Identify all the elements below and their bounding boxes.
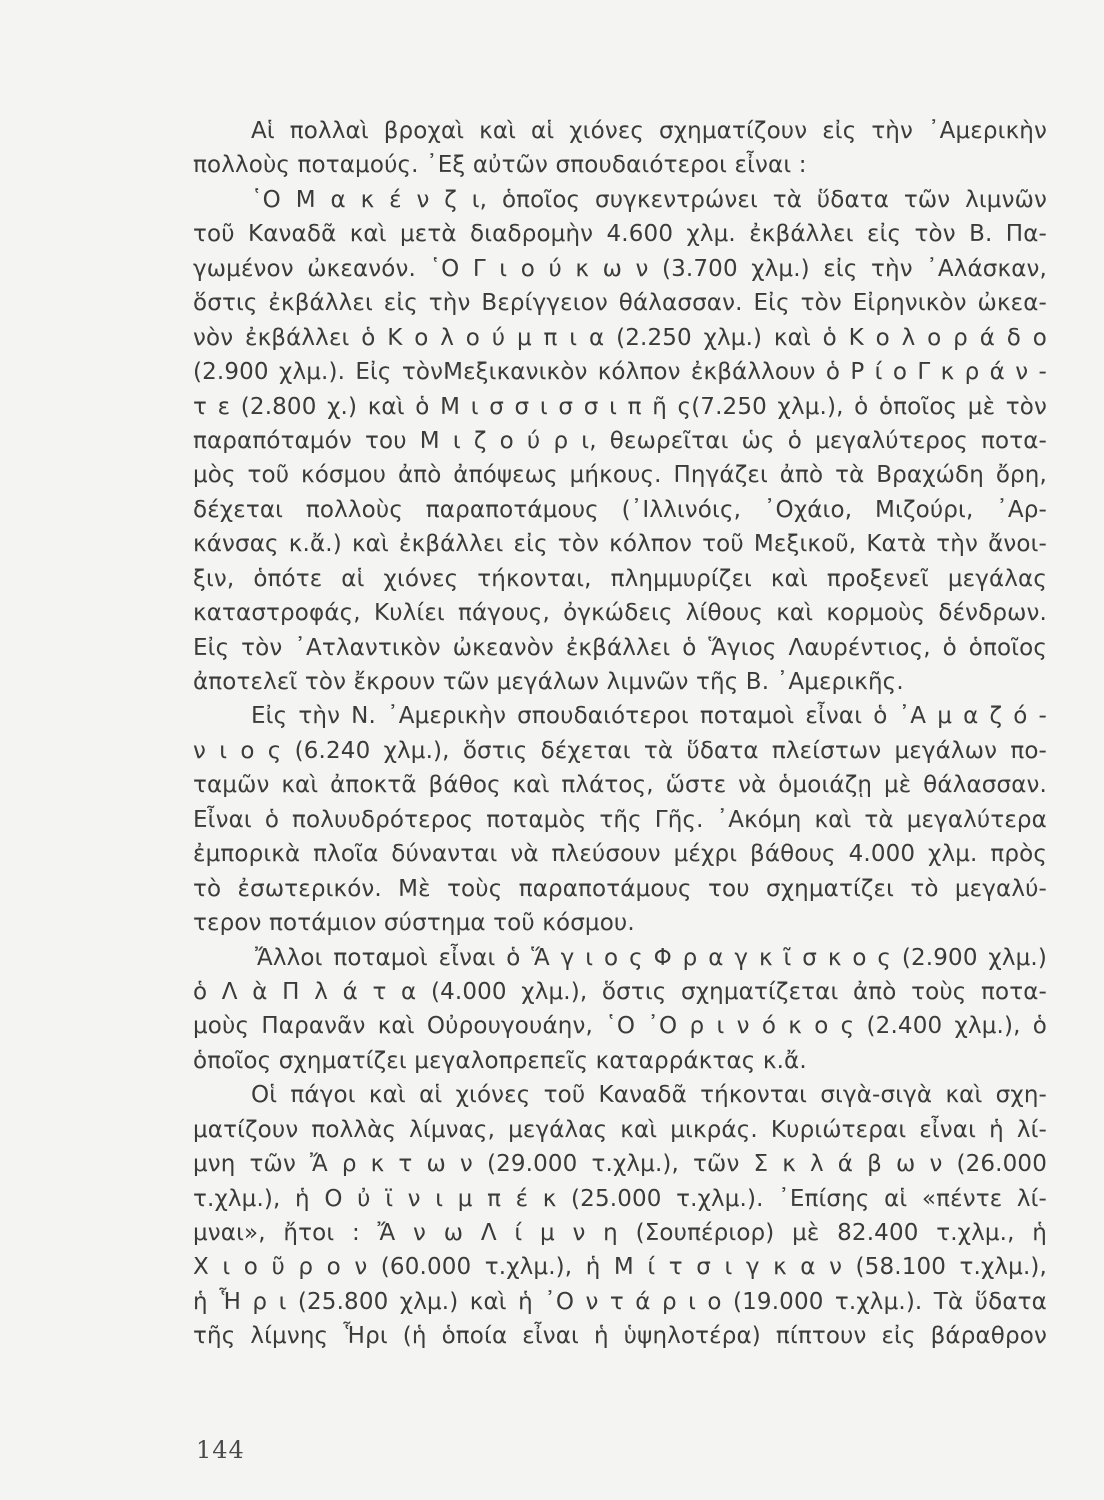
text-line: τῆς λίμνης Ἧρι (ἡ ὁποία εἶναι ἡ ὑψηλοτέρα) πίπτουν εἰς βάραθρον (193, 1323, 1047, 1350)
text-line: Εἰς τὸν ᾿Ατλαντικὸν ὠκεανὸν ἐκβάλλει ὁ Ἅγιος Λαυρέντιος, ὁ ὁποῖος (193, 634, 1047, 661)
text-line: τὸ ἐσωτερικόν. Μὲ τοὺς παραποτάμους του σχηματίζει τὸ μεγαλύ- (193, 875, 1047, 902)
text-line: μνη τῶν Ἄ ρ κ τ ω ν (29.000 τ.χλμ.), τῶν Σ κ λ ά β ω ν (26.000 (193, 1151, 1047, 1178)
text-line: πολλοὺς ποταμούς. ᾿Εξ αὐτῶν σπουδαιότεροι εἶναι : (193, 152, 807, 179)
text-line: τερον ποτάμιον σύστημα τοῦ κόσμου. (193, 910, 635, 937)
text-line: νὸν ἐκβάλλει ὁ Κ ο λ ο ύ μ π ι α (2.250 χλμ.) καὶ ὁ Κ ο λ ο ρ ά δ ο (193, 324, 1047, 351)
text-line: ῾Ο Μ α κ έ ν ζ ι, ὁποῖος συγκεντρώνει τὰ ὕδατα τῶν λιμνῶν (251, 186, 1047, 213)
text-line: ταμῶν καὶ ἀποκτᾶ βάθος καὶ πλάτος, ὥστε νὰ ὁμοιάζῃ μὲ θάλασσαν. (193, 772, 1047, 799)
text-line: Ἄλλοι ποταμοὶ εἶναι ὁ Ἅ γ ι ο ς Φ ρ α γ κ ῖ σ κ ο ς (2.900 χλμ.) (255, 944, 1047, 971)
text-line: (2.900 χλμ.). Εἰς τὸνΜεξικανικὸν κόλπον ἐκβάλλουν ὁ Ρ ί ο Γ κ ρ ά ν - (193, 359, 1047, 386)
text-line: Αἱ πολλαὶ βροχαὶ καὶ αἱ χιόνες σχηματίζουν εἰς τὴν ᾿Αμερικὴν (251, 118, 1047, 144)
text-line: Χ ι ο ῦ ρ ο ν (60.000 τ.χλμ.), ἡ Μ ί τ σ ι γ κ α ν (58.100 τ.χλμ.), (193, 1254, 1047, 1281)
text-line: Οἱ πάγοι καὶ αἱ χιόνες τοῦ Καναδᾶ τήκονται σιγὰ-σιγὰ καὶ σχη- (251, 1082, 1047, 1109)
page-number: 144 (196, 1436, 245, 1464)
text-line: ν ι ο ς (6.240 χλμ.), ὅστις δέχεται τὰ ὕδατα πλείστων μεγάλων πο- (193, 737, 1047, 764)
text-line: δέχεται πολλοὺς παραποτάμους (᾿Ιλλινόις, ᾿Οχάιο, Μιζούρι, ᾿Αρ- (193, 496, 1047, 523)
text-line: μναι», ἤτοι : Ἄ ν ω Λ ί μ ν η (Σουπέριορ) μὲ 82.400 τ.χλμ., ἡ (193, 1220, 1047, 1246)
text-line: ἐμπορικὰ πλοῖα δύνανται νὰ πλεύσουν μέχρι βάθους 4.000 χλμ. πρὸς (193, 841, 1047, 868)
text-line: ματίζουν πολλὰς λίμνας, μεγάλας καὶ μικράς. Κυριώτεραι εἶναι ἡ λί- (193, 1116, 1047, 1143)
text-line: μοὺς Παρανᾶν καὶ Οὐρουγουάην, ῾Ο ᾿Ο ρ ι ν ό κ ο ς (2.400 χλμ.), ὁ (193, 1013, 1047, 1040)
text-line: ὁ Λ ὰ Π λ ά τ α (4.000 χλμ.), ὅστις σχηματίζεται ἀπὸ τοὺς ποτα- (193, 978, 1047, 1005)
text-line: γωμένον ὠκεανόν. ῾Ο Γ ι ο ύ κ ω ν (3.700 χλμ.) εἰς τὴν ᾿Αλάσκαν, (193, 255, 1047, 282)
text-line: καταστροφάς, Κυλίει πάγους, ὀγκώδεις λίθους καὶ κορμοὺς δένδρων. (193, 600, 1047, 627)
text-line: ὅστις ἐκβάλλει εἰς τὴν Βερίγγειον θάλασσαν. Εἰς τὸν Εἰρηνικὸν ὠκεα- (193, 290, 1047, 317)
text-line: τ.χλμ.), ἡ Ο ὐ ϊ ν ι μ π έ κ (25.000 τ.χλμ.). ᾿Επίσης αἱ «πέντε λί- (193, 1185, 1047, 1212)
text-line: κάνσας κ.ἄ.) καὶ ἐκβάλλει εἰς τὸν κόλπον τοῦ Μεξικοῦ, Κατὰ τὴν ἄνοι- (193, 531, 1047, 558)
text-line: ὁποῖος σχηματίζει μεγαλοπρεπεῖς καταρράκτας κ.ἄ. (193, 1047, 807, 1074)
text-line: ἡ Ἧ ρ ι (25.800 χλμ.) καὶ ἡ ᾿Ο ν τ ά ρ ι ο (19.000 τ.χλμ.). Τὰ ὕδατα (193, 1288, 1047, 1315)
text-line: ξιν, ὁπότε αἱ χιόνες τήκονται, πλημμυρίζει καὶ προξενεῖ μεγάλας (193, 565, 1047, 592)
text-line: τοῦ Καναδᾶ καὶ μετὰ διαδρομὴν 4.600 χλμ. ἐκβάλλει εἰς τὸν Β. Πα- (193, 221, 1047, 248)
text-line: παραπόταμόν του Μ ι ζ ο ύ ρ ι, θεωρεῖται ὡς ὁ μεγαλύτερος ποτα- (193, 427, 1047, 454)
text-line: τ ε (2.800 χ.) καὶ ὁ Μ ι σ σ ι σ σ ι π ῆ ς(7.250 χλμ.), ὁ ὁποῖος μὲ τὸν (193, 393, 1047, 420)
body-text (193, 114, 1047, 1354)
text-line: ἀποτελεῖ τὸν ἔκρουν τῶν μεγάλων λιμνῶν τῆς Β. ᾿Αμερικῆς. (193, 669, 904, 695)
text-line: Εἰς τὴν Ν. ᾿Αμερικὴν σπουδαιότεροι ποταμοὶ εἶναι ὁ ᾿Α μ α ζ ό - (251, 703, 1047, 730)
text-line: Εἶναι ὁ πολυυδρότερος ποταμὸς τῆς Γῆς. ᾿Ακόμη καὶ τὰ μεγαλύτερα (193, 806, 1047, 833)
text-line: μὸς τοῦ κόσμου ἀπὸ ἀπόψεως μήκους. Πηγάζει ἀπὸ τὰ Βραχώδη ὄρη, (193, 462, 1047, 489)
